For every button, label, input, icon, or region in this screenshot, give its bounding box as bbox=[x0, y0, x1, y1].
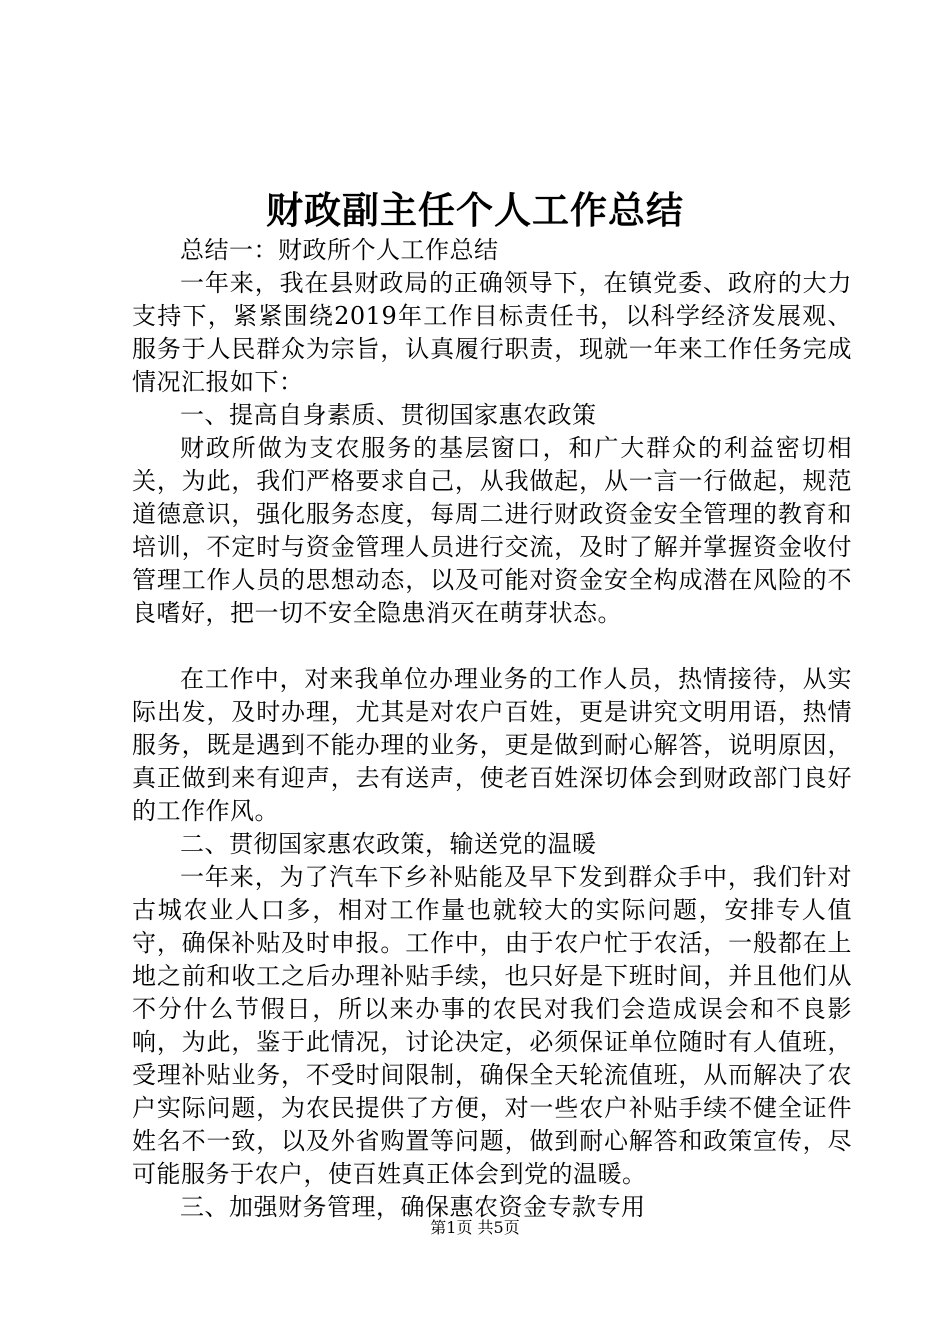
body-paragraph: 财政所做为支农服务的基层窗口，和广大群众的利益密切相关，为此，我们严格要求自己，从我做起，从一言一行做起，规范道德意识，强化服务态度，每周二进行财政资金安全管理的教育和培训，不定时与资金管理人员进行交流，及时了解并掌握资金收付管理工作人员的思想动态，以及可能对资金安全构成潜在风险的不良嗜好，把一切不安全隐患消灭在萌芽状态。 bbox=[132, 434, 852, 627]
intro-paragraph: 一年来，我在县财政局的正确领导下，在镇党委、政府的大力支持下，紧紧围绕2019年工作目标责任书，以科学经济发展观、服务于人民群众为宗旨，认真履行职责，现就一年来工作任务完成情况汇报如下： bbox=[132, 269, 852, 396]
document-title: 财政副主任个人工作总结 bbox=[266, 188, 684, 232]
body-paragraph: 一年来，为了汽车下乡补贴能及早下发到群众手中，我们针对古城农业人口多，相对工作量也就较大的实际问题，安排专人值守，确保补贴及时申报。工作中，由于农户忙于农活，一般都在上地之前和收工之后办理补贴手续，也只好是下班时间，并且他们从不分什么节假日，所以来办事的农民对我们会造成误会和不良影响，为此，鉴于此情况，讨论决定，必须保证单位随时有人值班，受理补贴业务，不受时间限制，确保全天轮流值班，从而解决了农户实际问题，为农民提供了方便，对一些农户补贴手续不健全证件姓名不一致，以及外省购置等问题，做到耐心解答和政策宣传，尽可能服务于农户，使百姓真正体会到党的温暖。 bbox=[132, 863, 852, 1188]
document-body bbox=[132, 234, 852, 1224]
body-paragraph: 在工作中，对来我单位办理业务的工作人员，热情接待，从实际出发，及时办理，尤其是对农户百姓，更是讲究文明用语，热情服务，既是遇到不能办理的业务，更是做到耐心解答，说明原因，真正做到来有迎声，去有送声，使老百姓深切体会到财政部门良好的工作作风。 bbox=[132, 665, 852, 825]
section-heading-summary-one: 总结一：财政所个人工作总结 bbox=[180, 236, 499, 264]
section-heading-two: 二、贯彻国家惠农政策，输送党的温暖 bbox=[180, 830, 597, 858]
page-number-footer: 第1页 共5页 bbox=[430, 1218, 520, 1237]
section-heading-one: 一、提高自身素质、贯彻国家惠农政策 bbox=[180, 401, 597, 429]
section-heading-three: 三、加强财务管理，确保惠农资金专款专用 bbox=[180, 1193, 646, 1221]
